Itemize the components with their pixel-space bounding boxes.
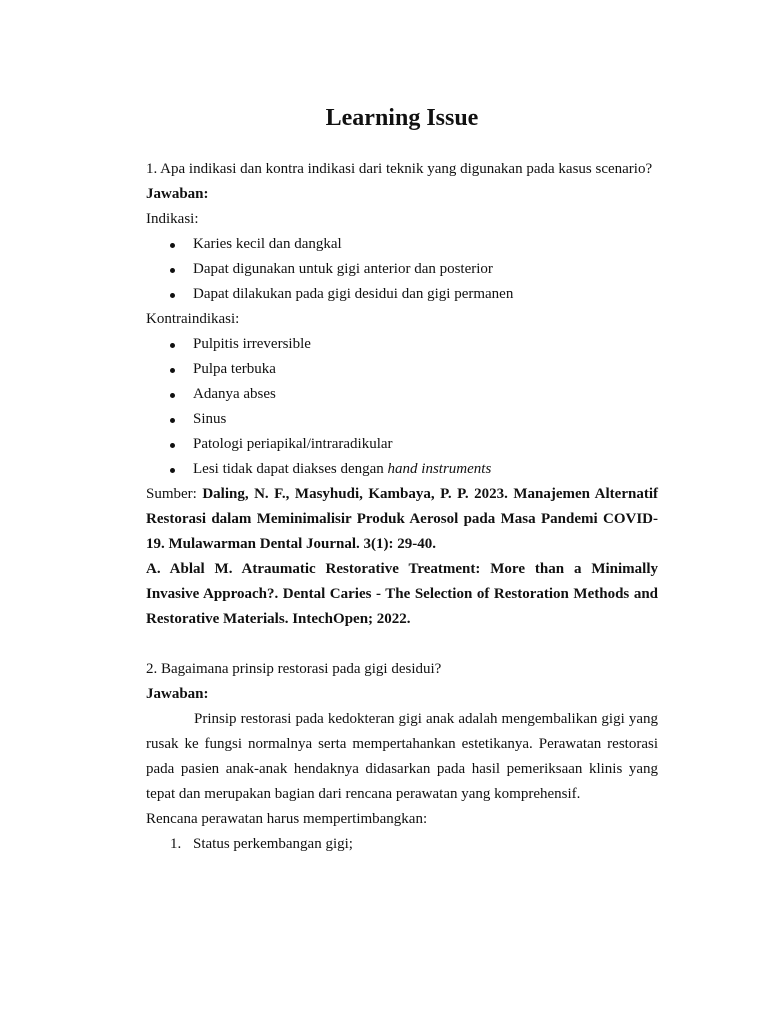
kontraindikasi-list (146, 332, 658, 482)
kontraindikasi-last-text: Lesi tidak dapat diakses dengan (193, 461, 388, 477)
kontraindikasi-item: Pulpa terbuka (146, 357, 658, 382)
indikasi-item: Karies kecil dan dangkal (146, 232, 658, 257)
kontraindikasi-item: Sinus (146, 407, 658, 432)
section-gap (146, 632, 658, 657)
question-2: 2. Bagaimana prinsip restorasi pada gigi desidui? (146, 661, 442, 677)
source-1-text: Daling, N. F., Masyhudi, Kambaya, P. P. 2023. Manajemen Alternatif Restorasi dalam Meminimalisir Produk Aerosol pada Masa Pandemi COVID-19. Mulawarman Dental Journal. 3(1): 29-40. (146, 486, 658, 552)
kontraindikasi-item: Pulpitis irreversible (146, 332, 658, 357)
kontraindikasi-label: Kontraindikasi: (146, 311, 240, 327)
plan-list (146, 832, 658, 857)
kontraindikasi-item: Adanya abses (146, 382, 658, 407)
source-1 (146, 482, 658, 557)
source-2: A. Ablal M. Atraumatic Restorative Treatment: More than a Minimally Invasive Approach?. Dental Caries - The Selection of Restoration Methods and Restorative Materials. IntechOpen; 2022. (146, 561, 658, 627)
indikasi-label: Indikasi: (146, 211, 199, 227)
answer-label-1: Jawaban: (146, 186, 209, 202)
plan-item-text: Status perkembangan gigi; (193, 836, 353, 852)
plan-item-number: 1. (170, 836, 182, 852)
indikasi-item: Dapat digunakan untuk gigi anterior dan posterior (146, 257, 658, 282)
kontraindikasi-item-last (146, 457, 658, 482)
plan-label: Rencana perawatan harus mempertimbangkan: (146, 811, 428, 827)
indikasi-list (146, 232, 658, 307)
document-page (146, 100, 658, 857)
page-title: Learning Issue (325, 105, 479, 131)
kontraindikasi-item: Patologi periapikal/intraradikular (146, 432, 658, 457)
indikasi-item: Dapat dilakukan pada gigi desidui dan gigi permanen (146, 282, 658, 307)
question-1: 1. Apa indikasi dan kontra indikasi dari teknik yang digunakan pada kasus scenario? (146, 161, 653, 177)
plan-item (146, 832, 658, 857)
source-label: Sumber: (146, 486, 203, 502)
kontraindikasi-last-italic: hand instruments (387, 461, 492, 477)
answer-label-2: Jawaban: (146, 686, 209, 702)
answer-paragraph-2: Prinsip restorasi pada kedokteran gigi anak adalah mengembalikan gigi yang rusak ke fungsi normalnya serta mempertahankan estetikanya. Perawatan restorasi pada pasien anak-anak hendaknya didasarkan pada hasil pemeriksaan klinis yang tepat dan merupakan bagian dari rencana perawatan yang komprehensif. (146, 711, 658, 802)
